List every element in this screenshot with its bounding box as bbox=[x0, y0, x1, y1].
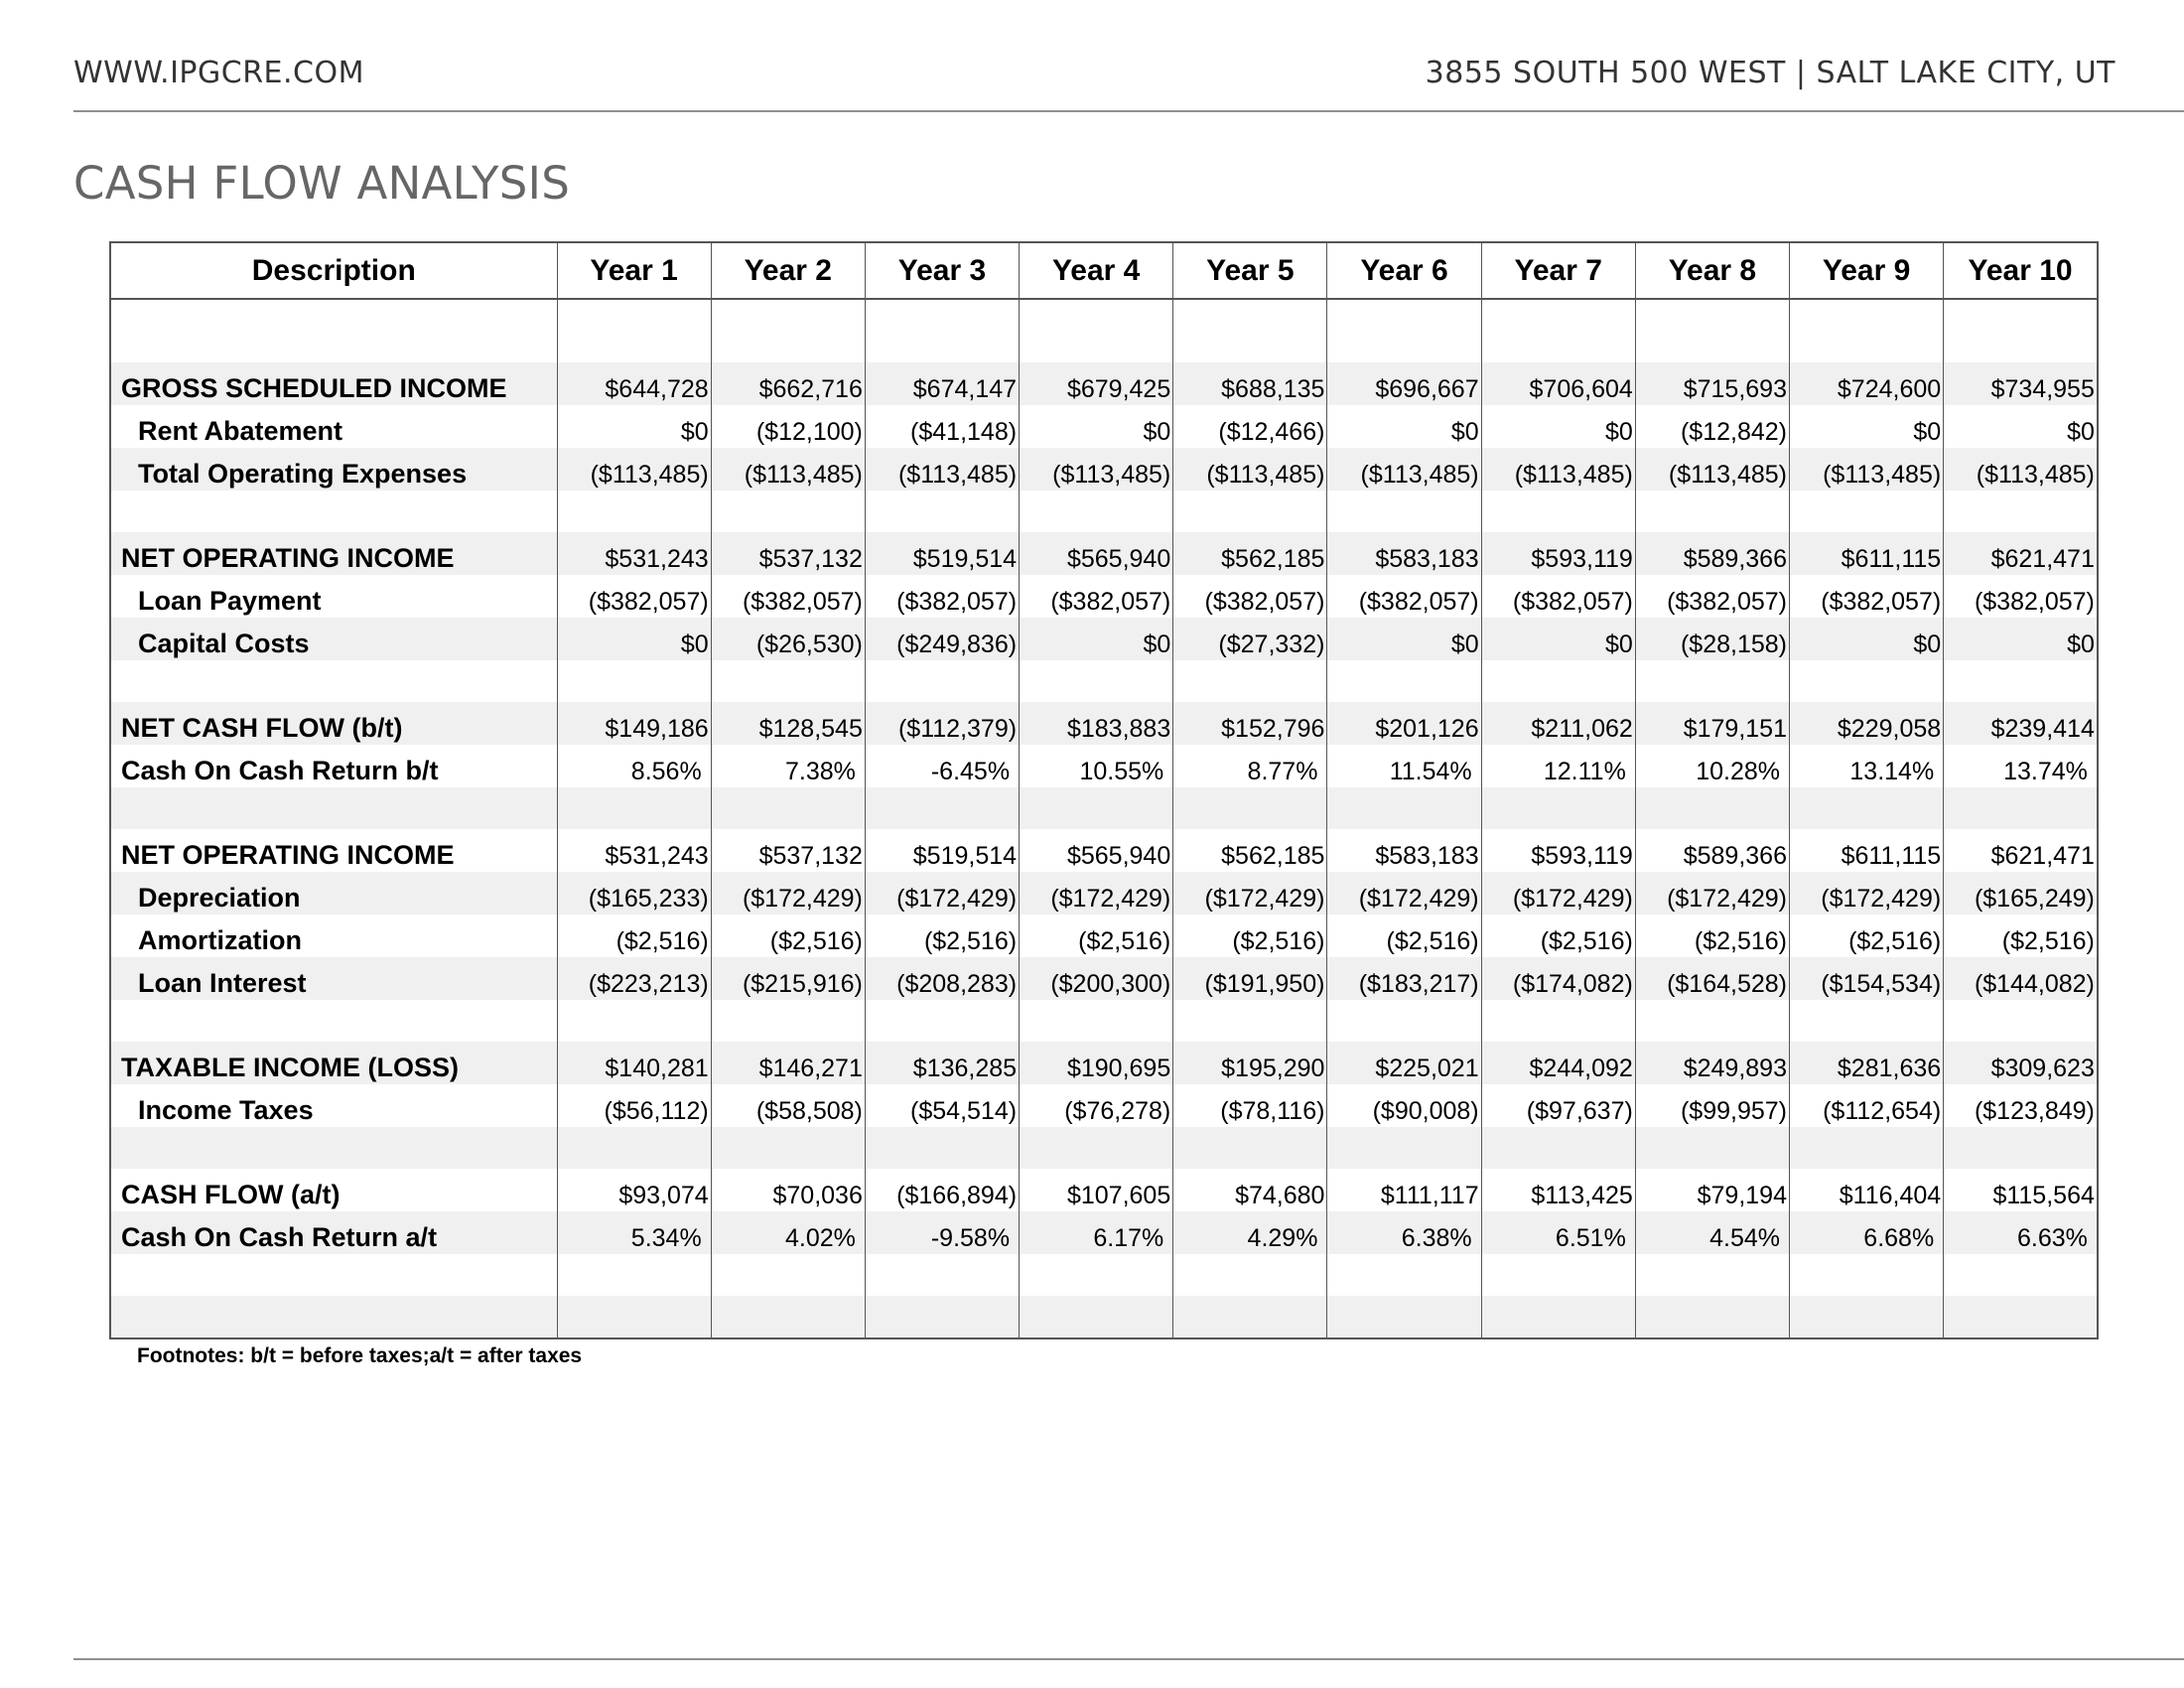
cell-year-1: $140,281 bbox=[557, 1042, 711, 1084]
cash-flow-table bbox=[109, 241, 2099, 1339]
cell-year-9: $0 bbox=[1790, 618, 1944, 660]
cell-year-7: $0 bbox=[1481, 618, 1635, 660]
cell-year-3: ($112,379) bbox=[865, 702, 1019, 745]
spacer-row bbox=[110, 787, 2098, 829]
cell-year-1: ($56,112) bbox=[557, 1084, 711, 1127]
cell-year-9: 6.68% bbox=[1790, 1211, 1944, 1254]
cell-year-10: ($144,082) bbox=[1944, 957, 2098, 1000]
cell-year-5: ($27,332) bbox=[1173, 618, 1327, 660]
cell-year-4: ($2,516) bbox=[1020, 914, 1173, 957]
cell-year-10: 6.63% bbox=[1944, 1211, 2098, 1254]
cell-year-10: $115,564 bbox=[1944, 1169, 2098, 1211]
cell-year-1: $0 bbox=[557, 618, 711, 660]
cell-year-10: $239,414 bbox=[1944, 702, 2098, 745]
spacer-row bbox=[110, 1127, 2098, 1169]
row-label: Cash On Cash Return b/t bbox=[121, 756, 439, 785]
cell-year-4: $0 bbox=[1020, 618, 1173, 660]
column-header-year-7: Year 7 bbox=[1481, 242, 1635, 299]
cell-year-8: ($172,429) bbox=[1635, 872, 1789, 914]
column-header-year-5: Year 5 bbox=[1173, 242, 1327, 299]
cell-year-4: $107,605 bbox=[1020, 1169, 1173, 1211]
cell-year-4: $190,695 bbox=[1020, 1042, 1173, 1084]
table-row bbox=[110, 872, 2098, 914]
cell-year-9: $0 bbox=[1790, 405, 1944, 448]
cell-year-9: $116,404 bbox=[1790, 1169, 1944, 1211]
cell-year-1: 5.34% bbox=[557, 1211, 711, 1254]
cell-year-7: $706,604 bbox=[1481, 362, 1635, 405]
cell-year-7: 12.11% bbox=[1481, 745, 1635, 787]
cell-year-3: $136,285 bbox=[865, 1042, 1019, 1084]
cell-year-3: ($249,836) bbox=[865, 618, 1019, 660]
cell-year-10: $309,623 bbox=[1944, 1042, 2098, 1084]
cell-year-10: $621,471 bbox=[1944, 532, 2098, 575]
cell-year-4: ($76,278) bbox=[1020, 1084, 1173, 1127]
cell-year-7: $211,062 bbox=[1481, 702, 1635, 745]
cell-year-10: ($382,057) bbox=[1944, 575, 2098, 618]
cell-year-2: ($215,916) bbox=[711, 957, 865, 1000]
cell-year-5: $74,680 bbox=[1173, 1169, 1327, 1211]
table-row bbox=[110, 702, 2098, 745]
cell-year-3: ($166,894) bbox=[865, 1169, 1019, 1211]
cell-year-4: ($172,429) bbox=[1020, 872, 1173, 914]
table-row bbox=[110, 575, 2098, 618]
cell-year-2: $537,132 bbox=[711, 532, 865, 575]
cell-year-2: 4.02% bbox=[711, 1211, 865, 1254]
cell-year-8: $589,366 bbox=[1635, 829, 1789, 872]
cell-year-9: $281,636 bbox=[1790, 1042, 1944, 1084]
table-row bbox=[110, 532, 2098, 575]
cell-year-6: ($90,008) bbox=[1327, 1084, 1481, 1127]
table-row bbox=[110, 914, 2098, 957]
cell-year-2: ($2,516) bbox=[711, 914, 865, 957]
cell-year-7: $0 bbox=[1481, 405, 1635, 448]
table-row bbox=[110, 1169, 2098, 1211]
row-label: Loan Payment bbox=[138, 586, 322, 616]
cell-year-6: $696,667 bbox=[1327, 362, 1481, 405]
cell-year-10: ($123,849) bbox=[1944, 1084, 2098, 1127]
cell-year-6: $201,126 bbox=[1327, 702, 1481, 745]
cell-year-2: $662,716 bbox=[711, 362, 865, 405]
cell-year-10: $734,955 bbox=[1944, 362, 2098, 405]
row-label: Capital Costs bbox=[110, 618, 557, 660]
page-title: CASH FLOW ANALYSIS bbox=[73, 157, 571, 210]
cell-year-1: $0 bbox=[557, 405, 711, 448]
cell-year-5: ($382,057) bbox=[1173, 575, 1327, 618]
cell-year-5: 8.77% bbox=[1173, 745, 1327, 787]
row-label: Income Taxes bbox=[138, 1095, 314, 1125]
cell-year-10: $621,471 bbox=[1944, 829, 2098, 872]
cell-year-5: ($12,466) bbox=[1173, 405, 1327, 448]
row-label: NET OPERATING INCOME bbox=[110, 532, 557, 575]
cell-year-1: $93,074 bbox=[557, 1169, 711, 1211]
cell-year-5: $562,185 bbox=[1173, 532, 1327, 575]
cell-year-6: $0 bbox=[1327, 618, 1481, 660]
cell-year-2: ($26,530) bbox=[711, 618, 865, 660]
table-row bbox=[110, 362, 2098, 405]
cell-year-9: ($112,654) bbox=[1790, 1084, 1944, 1127]
cell-year-8: ($113,485) bbox=[1635, 448, 1789, 491]
table-row bbox=[110, 1084, 2098, 1127]
cell-year-6: $583,183 bbox=[1327, 532, 1481, 575]
cell-year-7: ($172,429) bbox=[1481, 872, 1635, 914]
cell-year-3: ($41,148) bbox=[865, 405, 1019, 448]
cell-year-3: $519,514 bbox=[865, 829, 1019, 872]
row-label: CASH FLOW (a/t) bbox=[121, 1180, 341, 1209]
cell-year-6: ($113,485) bbox=[1327, 448, 1481, 491]
column-header-year-6: Year 6 bbox=[1327, 242, 1481, 299]
cell-year-9: $229,058 bbox=[1790, 702, 1944, 745]
row-label: Depreciation bbox=[110, 872, 557, 914]
cell-year-3: ($172,429) bbox=[865, 872, 1019, 914]
cell-year-7: ($382,057) bbox=[1481, 575, 1635, 618]
cell-year-9: $611,115 bbox=[1790, 532, 1944, 575]
table-row bbox=[110, 1042, 2098, 1084]
cell-year-6: 6.38% bbox=[1327, 1211, 1481, 1254]
column-header-year-9: Year 9 bbox=[1790, 242, 1944, 299]
column-header-description: Description bbox=[110, 242, 557, 299]
cell-year-8: $179,151 bbox=[1635, 702, 1789, 745]
cell-year-5: 4.29% bbox=[1173, 1211, 1327, 1254]
cell-year-9: ($2,516) bbox=[1790, 914, 1944, 957]
cell-year-4: ($382,057) bbox=[1020, 575, 1173, 618]
cell-year-3: -6.45% bbox=[865, 745, 1019, 787]
table-row bbox=[110, 745, 2098, 787]
cell-year-8: 10.28% bbox=[1635, 745, 1789, 787]
cell-year-6: ($382,057) bbox=[1327, 575, 1481, 618]
cell-year-8: 4.54% bbox=[1635, 1211, 1789, 1254]
cell-year-2: $128,545 bbox=[711, 702, 865, 745]
cell-year-9: ($154,534) bbox=[1790, 957, 1944, 1000]
cell-year-5: $195,290 bbox=[1173, 1042, 1327, 1084]
row-label: Loan Interest bbox=[110, 957, 557, 1000]
cell-year-4: $565,940 bbox=[1020, 532, 1173, 575]
spacer-row bbox=[110, 1000, 2098, 1042]
cell-year-1: $531,243 bbox=[557, 829, 711, 872]
cell-year-3: ($54,514) bbox=[865, 1084, 1019, 1127]
header-divider bbox=[73, 110, 2184, 112]
cell-year-2: ($12,100) bbox=[711, 405, 865, 448]
cell-year-5: ($172,429) bbox=[1173, 872, 1327, 914]
table-row bbox=[110, 957, 2098, 1000]
row-label: NET CASH FLOW (b/t) bbox=[110, 702, 557, 745]
cell-year-8: ($99,957) bbox=[1635, 1084, 1789, 1127]
cell-year-7: ($2,516) bbox=[1481, 914, 1635, 957]
cell-year-8: $715,693 bbox=[1635, 362, 1789, 405]
cell-year-10: ($2,516) bbox=[1944, 914, 2098, 957]
cell-year-7: ($97,637) bbox=[1481, 1084, 1635, 1127]
cell-year-6: ($2,516) bbox=[1327, 914, 1481, 957]
cell-year-8: ($164,528) bbox=[1635, 957, 1789, 1000]
cell-year-1: $644,728 bbox=[557, 362, 711, 405]
column-header-year-2: Year 2 bbox=[711, 242, 865, 299]
cell-year-6: ($172,429) bbox=[1327, 872, 1481, 914]
cell-year-4: 6.17% bbox=[1020, 1211, 1173, 1254]
spacer-row bbox=[110, 1296, 2098, 1338]
table-row bbox=[110, 1211, 2098, 1254]
cell-year-4: 10.55% bbox=[1020, 745, 1173, 787]
cell-year-6: $225,021 bbox=[1327, 1042, 1481, 1084]
cell-year-8: ($2,516) bbox=[1635, 914, 1789, 957]
site-url[interactable]: WWW.IPGCRE.COM bbox=[73, 56, 364, 90]
row-label: Cash On Cash Return a/t bbox=[110, 1211, 557, 1254]
cell-year-10: ($113,485) bbox=[1944, 448, 2098, 491]
cell-year-2: ($172,429) bbox=[711, 872, 865, 914]
cell-year-1: $149,186 bbox=[557, 702, 711, 745]
table-header-row bbox=[110, 242, 2098, 299]
cell-year-5: $562,185 bbox=[1173, 829, 1327, 872]
cell-year-5: ($191,950) bbox=[1173, 957, 1327, 1000]
row-label: TAXABLE INCOME (LOSS) bbox=[110, 1042, 557, 1084]
cell-year-10: $0 bbox=[1944, 618, 2098, 660]
row-label: GROSS SCHEDULED INCOME bbox=[110, 362, 557, 405]
cell-year-6: 11.54% bbox=[1327, 745, 1481, 787]
cell-year-2: $537,132 bbox=[711, 829, 865, 872]
column-header-year-10: Year 10 bbox=[1944, 242, 2098, 299]
cell-year-9: 13.14% bbox=[1790, 745, 1944, 787]
footnote: Footnotes: b/t = before taxes;a/t = after taxes bbox=[137, 1344, 583, 1367]
cell-year-8: ($12,842) bbox=[1635, 405, 1789, 448]
cell-year-7: $113,425 bbox=[1481, 1169, 1635, 1211]
row-label: NET OPERATING INCOME bbox=[121, 840, 455, 870]
cell-year-6: $0 bbox=[1327, 405, 1481, 448]
cell-year-6: $583,183 bbox=[1327, 829, 1481, 872]
cell-year-9: $724,600 bbox=[1790, 362, 1944, 405]
column-header-year-4: Year 4 bbox=[1020, 242, 1173, 299]
cell-year-6: ($183,217) bbox=[1327, 957, 1481, 1000]
spacer-row bbox=[110, 1254, 2098, 1296]
cell-year-1: $531,243 bbox=[557, 532, 711, 575]
cell-year-5: $688,135 bbox=[1173, 362, 1327, 405]
cell-year-2: $146,271 bbox=[711, 1042, 865, 1084]
cell-year-1: ($113,485) bbox=[557, 448, 711, 491]
cell-year-9: $611,115 bbox=[1790, 829, 1944, 872]
cell-year-2: ($382,057) bbox=[711, 575, 865, 618]
cell-year-3: -9.58% bbox=[865, 1211, 1019, 1254]
cell-year-6: $111,117 bbox=[1327, 1169, 1481, 1211]
cell-year-4: $0 bbox=[1020, 405, 1173, 448]
cell-year-8: $249,893 bbox=[1635, 1042, 1789, 1084]
row-label: Rent Abatement bbox=[138, 416, 343, 446]
table-row bbox=[110, 618, 2098, 660]
spacer-row bbox=[110, 299, 2098, 362]
cell-year-4: ($200,300) bbox=[1020, 957, 1173, 1000]
cell-year-1: ($223,213) bbox=[557, 957, 711, 1000]
cell-year-2: ($113,485) bbox=[711, 448, 865, 491]
cell-year-1: 8.56% bbox=[557, 745, 711, 787]
cell-year-1: ($382,057) bbox=[557, 575, 711, 618]
cell-year-7: ($174,082) bbox=[1481, 957, 1635, 1000]
cell-year-10: 13.74% bbox=[1944, 745, 2098, 787]
cell-year-4: $679,425 bbox=[1020, 362, 1173, 405]
table-row bbox=[110, 829, 2098, 872]
cell-year-3: $519,514 bbox=[865, 532, 1019, 575]
table-row bbox=[110, 405, 2098, 448]
cell-year-10: ($165,249) bbox=[1944, 872, 2098, 914]
cell-year-4: ($113,485) bbox=[1020, 448, 1173, 491]
cell-year-7: $593,119 bbox=[1481, 829, 1635, 872]
column-header-year-3: Year 3 bbox=[865, 242, 1019, 299]
property-address: 3855 SOUTH 500 WEST | SALT LAKE CITY, UT bbox=[1425, 56, 2116, 90]
cell-year-1: ($165,233) bbox=[557, 872, 711, 914]
cell-year-4: $183,883 bbox=[1020, 702, 1173, 745]
cell-year-1: ($2,516) bbox=[557, 914, 711, 957]
cell-year-8: ($28,158) bbox=[1635, 618, 1789, 660]
cell-year-5: $152,796 bbox=[1173, 702, 1327, 745]
cell-year-7: ($113,485) bbox=[1481, 448, 1635, 491]
cell-year-7: 6.51% bbox=[1481, 1211, 1635, 1254]
cell-year-9: ($113,485) bbox=[1790, 448, 1944, 491]
cell-year-3: ($382,057) bbox=[865, 575, 1019, 618]
table-row bbox=[110, 448, 2098, 491]
spacer-row bbox=[110, 660, 2098, 702]
cell-year-5: ($2,516) bbox=[1173, 914, 1327, 957]
cell-year-8: $79,194 bbox=[1635, 1169, 1789, 1211]
column-header-year-8: Year 8 bbox=[1635, 242, 1789, 299]
spacer-row bbox=[110, 491, 2098, 532]
cell-year-3: $674,147 bbox=[865, 362, 1019, 405]
row-label: Amortization bbox=[138, 925, 302, 955]
cell-year-3: ($2,516) bbox=[865, 914, 1019, 957]
footer-divider bbox=[73, 1658, 2184, 1660]
row-label: Total Operating Expenses bbox=[110, 448, 557, 491]
cell-year-9: ($172,429) bbox=[1790, 872, 1944, 914]
cell-year-4: $565,940 bbox=[1020, 829, 1173, 872]
cell-year-10: $0 bbox=[1944, 405, 2098, 448]
cell-year-7: $244,092 bbox=[1481, 1042, 1635, 1084]
cell-year-8: ($382,057) bbox=[1635, 575, 1789, 618]
cell-year-3: ($208,283) bbox=[865, 957, 1019, 1000]
cell-year-3: ($113,485) bbox=[865, 448, 1019, 491]
cell-year-2: ($58,508) bbox=[711, 1084, 865, 1127]
cell-year-8: $589,366 bbox=[1635, 532, 1789, 575]
cell-year-5: ($113,485) bbox=[1173, 448, 1327, 491]
cell-year-2: 7.38% bbox=[711, 745, 865, 787]
cell-year-9: ($382,057) bbox=[1790, 575, 1944, 618]
cell-year-7: $593,119 bbox=[1481, 532, 1635, 575]
column-header-year-1: Year 1 bbox=[557, 242, 711, 299]
cell-year-5: ($78,116) bbox=[1173, 1084, 1327, 1127]
cell-year-2: $70,036 bbox=[711, 1169, 865, 1211]
